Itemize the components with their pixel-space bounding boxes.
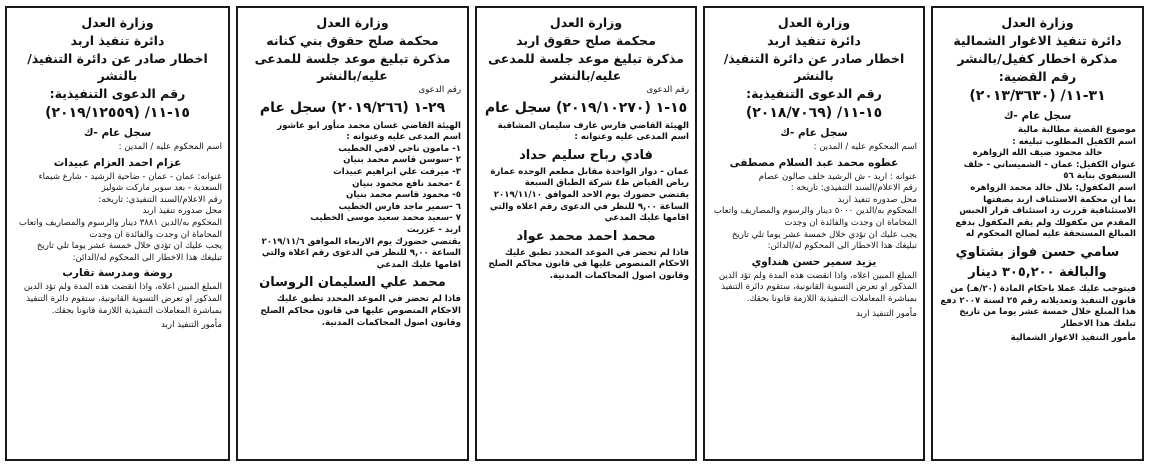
defendant-item: ٢ -سوسن قاسم محمد بنيان	[343, 155, 461, 166]
guarantor-name: خالد محمود ضيف الله الزواهره	[972, 148, 1103, 159]
notice-subject: اخطار صادر عن دائرة التنفيذ/بالنشر	[723, 51, 905, 83]
closing-text: فاذا لم تحضر في الموعد المحدد تطبق عليك الاحكام المنصوص عليها في قانون محاكم الصلح وقانون اصول المحاكمات المدنية.	[260, 294, 461, 328]
notice-irbid-court-hearing	[475, 6, 697, 461]
debtor-address: عنوانه: عمان - عمان - ضاحية الرشيد - شارع شيماء السعدية - بعد سوبر ماركت شوليز	[38, 171, 222, 194]
defendant-item: ٥- محمود قاسم محمد بنيان	[346, 190, 461, 201]
registry-label: سجل عام -ك	[780, 127, 848, 139]
signature: مأمور التنفيذ اربد	[161, 320, 222, 331]
department-title: دائرة تنفيذ الاغوار الشمالية	[953, 33, 1122, 48]
defendant-label: اسم المدعى عليه وعنوانه :	[346, 132, 461, 143]
court-title: محكمة صلح حقوق اربد	[516, 33, 656, 48]
court-title: محكمة صلح حقوق بني كنانه	[266, 33, 439, 48]
defendant-item: ٤ -محمد نافع محمود بنيان	[352, 178, 461, 189]
department-title: دائرة تنفيذ اربد	[767, 33, 861, 48]
closing-text: فيتوجب عليك عملا باحكام المادة (٢٠/هـ) من قانون التنفيذ وتعديلاته رقم ٢٥ لسنة ٢٠٠٧ دفع هذا المبلغ خلال خمسة عشر يوما من تاريخ تبلغك هذا الاخطار	[940, 283, 1136, 329]
signature: مأمور التنفيذ الاغوار الشمالية	[1010, 333, 1136, 344]
debtor-label: اسم المحكوم عليه / المدين :	[813, 142, 917, 152]
closing-text: فاذا لم تحضر في الموعد المحدد تطبق عليك الاحكام المنصوص عليها في قانون محاكم الصلح وقانون اصول المحاكمات المدنية.	[488, 247, 689, 281]
notice-bani-kinana-court-hearing	[236, 6, 469, 461]
department-title: دائرة تنفيذ اربد	[70, 33, 165, 48]
guaranteed-name: اسم المكفول: بلال خالد محمد الزواهره	[970, 182, 1136, 193]
signature: مأمور التنفيذ اربد	[856, 308, 917, 319]
case-label: رقم الدعوى	[646, 85, 689, 95]
body-line: اسم الكفيل المطلوب تبليغه :	[1012, 136, 1136, 147]
defendants-list	[244, 144, 461, 225]
debtor-name: عزام احمد العزام عبيدات	[53, 156, 182, 169]
case-label: رقم الدعوى	[418, 85, 461, 95]
notice-irbid-execution-2018	[703, 6, 925, 461]
case-number: ٣١-١١/ (٢٠١٣/٣٦٣٠)	[969, 88, 1106, 104]
guarantor-address: عنوان الكفيل: عمان - الشميساني - خلف السيفوي بناية ٥٦	[963, 159, 1136, 182]
body-line: يجب عليك ان تؤدي خلال خمسة عشر يوما تلي تاريخ تبليغك هذا الاخطار الى المحكوم له/الدائن:	[36, 241, 222, 263]
body-line: يجب عليك ان تؤدي خلال خمسة عشر يوما تلي تاريخ تبليغك هذا الاخطار الى المحكوم له/الدائن:	[731, 229, 917, 252]
amount-due: والبالغة ٣٠٥,٢٠٠ دينار	[968, 264, 1107, 280]
defendant-label: اسم المدعى عليه وعنوانه :	[574, 132, 689, 143]
body-line: موضوع القضية مطالبة مالية	[1017, 125, 1136, 135]
creditor-name: سامي حسن فواز بشتاوي	[955, 244, 1120, 260]
debtor-label: اسم المحكوم عليه / المدين :	[118, 142, 222, 152]
notice-subject: اخطار صادر عن دائرة التنفيذ/بالنشر	[27, 51, 208, 83]
closing-text: المبلغ المبين اعلاه، واذا انقضت هذه المدة ولم تؤد الدين المذكور او تعرض التسوية القانونية، ستقوم دائرة التنفيذ بمباشرة المعاملات التنفيذية اللازمة قانونا بحقك.	[718, 270, 917, 304]
ministry-title: وزارة العدل	[549, 15, 623, 30]
body-line: رقم الاعلام/السند التنفيذي: تاريخه :	[790, 183, 917, 194]
judge-line: الهيئة القاضي فارس عارف سليمان المشاقبة	[497, 120, 689, 131]
defendant-item: ٣- ميرفت علي ابراهيم عبيدات	[333, 166, 461, 177]
case-number: ١٥-١ (٢٠١٩/١٠٢٧٠) سجل عام	[484, 99, 688, 116]
defendant-item: ١- مامون ناجي لافي الخطيب	[338, 143, 461, 154]
hearing-details: يقتضي حضورك يوم الاحد الموافق ٢٠١٩/١١/١٠ الساعة ٩,٠٠ للنظر في الدعوى رقم اعلاه والتي اقامها عليك المدعي	[489, 189, 689, 224]
ministry-title: وزارة العدل	[81, 15, 154, 30]
ministry-title: وزارة العدل	[777, 15, 851, 30]
defendant-name: فادي رباح سليم حداد	[519, 147, 653, 163]
body-line: رقم الاعلام/السند التنفيذي: تاريخه:	[98, 194, 222, 205]
judge-line: الهيئة القاضي غسان محمد منأور ابو عاشور	[277, 120, 461, 131]
notice-subject: مذكرة اخطار كفيل/بالنشر	[957, 51, 1118, 66]
body-line: بما ان محكمة الاستئناف اربد بصفتها الاستئنافية قررت رد استئناف قرار الحبس المقدم من مكفولك ولم يقم المكفول بدفع المبالغ المستحقة عليه لصالح المحكوم له	[955, 194, 1136, 240]
debt-amount: المحكوم به/الدين ٣٨٨١ دينار والرسوم والمصاريف واتعاب المحاماة ان وجدت والفائدة ان وجدت	[18, 217, 222, 240]
case-number: ٢٩-١ (٢٠١٩/٢٦٦) سجل عام	[259, 99, 446, 116]
defendant-item: ٧ -سعيد محمد سعيد موسى الخطيب	[310, 213, 461, 224]
case-number: ١٥-١١/ (٢٠١٩/١٢٥٥٩)	[45, 105, 190, 121]
debtor-address: عنوانه : اربد - ش الرشيد خلف صالون عصام	[758, 171, 917, 182]
defendant-address: عمان - دوار الواحدة مقابل مطعم الوحده عمارة رياض الفياض ط٤ شركة الطباق السبعة	[490, 166, 689, 189]
case-label: رقم القضية:	[998, 69, 1077, 84]
case-label: رقم الدعوى التنفيذية:	[49, 86, 186, 101]
notice-subject: مذكرة تبليغ موعد جلسة للمدعى عليه/بالنشر	[254, 51, 451, 83]
registry-label: سجل عام -ك	[1003, 110, 1072, 122]
hearing-details: يقتضي حضورك يوم الاربعاء الموافق ٢٠١٩/١١/٦ الساعة ٩,٠٠ للنظر في الدعوى رقم اعلاه والتي اقامها عليك المدعي	[261, 236, 461, 270]
creditor-name: يزيد سمير حسن هنداوي	[751, 255, 877, 268]
notice-irbid-execution-2019	[5, 6, 230, 461]
registry-label: سجل عام -ك	[83, 127, 152, 139]
defendant-address: اربد - عزريت	[406, 224, 461, 235]
closing-text: المبلغ المبين اعلاه، واذا انقضت هذه المدة ولم تؤد الدين المذكور او تعرض التسوية القانونية، ستقوم دائرة التنفيذ بمباشرة المعاملات التنفيذية اللازمة قانونا بحقك.	[23, 282, 222, 316]
defendant-item: ٦ -سمير ماجد فارس الخطيب	[338, 201, 461, 212]
plaintiff-name: محمد احمد محمد عواد	[516, 228, 656, 244]
ministry-title: وزارة العدل	[316, 15, 389, 30]
notice-jordan-valley-guarantor	[931, 6, 1144, 461]
body-line: محل صدوره تنفيذ اربد	[142, 206, 222, 217]
case-number: ١٥-١١/ (٢٠١٨/٧٠٦٩)	[745, 105, 883, 121]
ministry-title: وزارة العدل	[1001, 15, 1074, 30]
debt-amount: المحكوم به/الدين ٥٠٠٠ دينار والرسوم والمصاريف واتعاب المحاماة ان وجدت والفائدة ان وجدت	[713, 206, 917, 228]
case-label: رقم الدعوى التنفيذية:	[746, 86, 882, 101]
notice-subject: مذكرة تبليغ موعد جلسة للمدعى عليه/بالنشر	[488, 51, 684, 83]
creditor-name: روضة ومدرسة تقارب	[62, 267, 173, 280]
debtor-name: عطوه محمد عبد السلام مصطفى	[729, 156, 899, 169]
body-line: محل صدوره تنفيذ اربد	[837, 194, 917, 205]
plaintiff-name: محمد علي السليمان الروسان	[259, 275, 446, 291]
